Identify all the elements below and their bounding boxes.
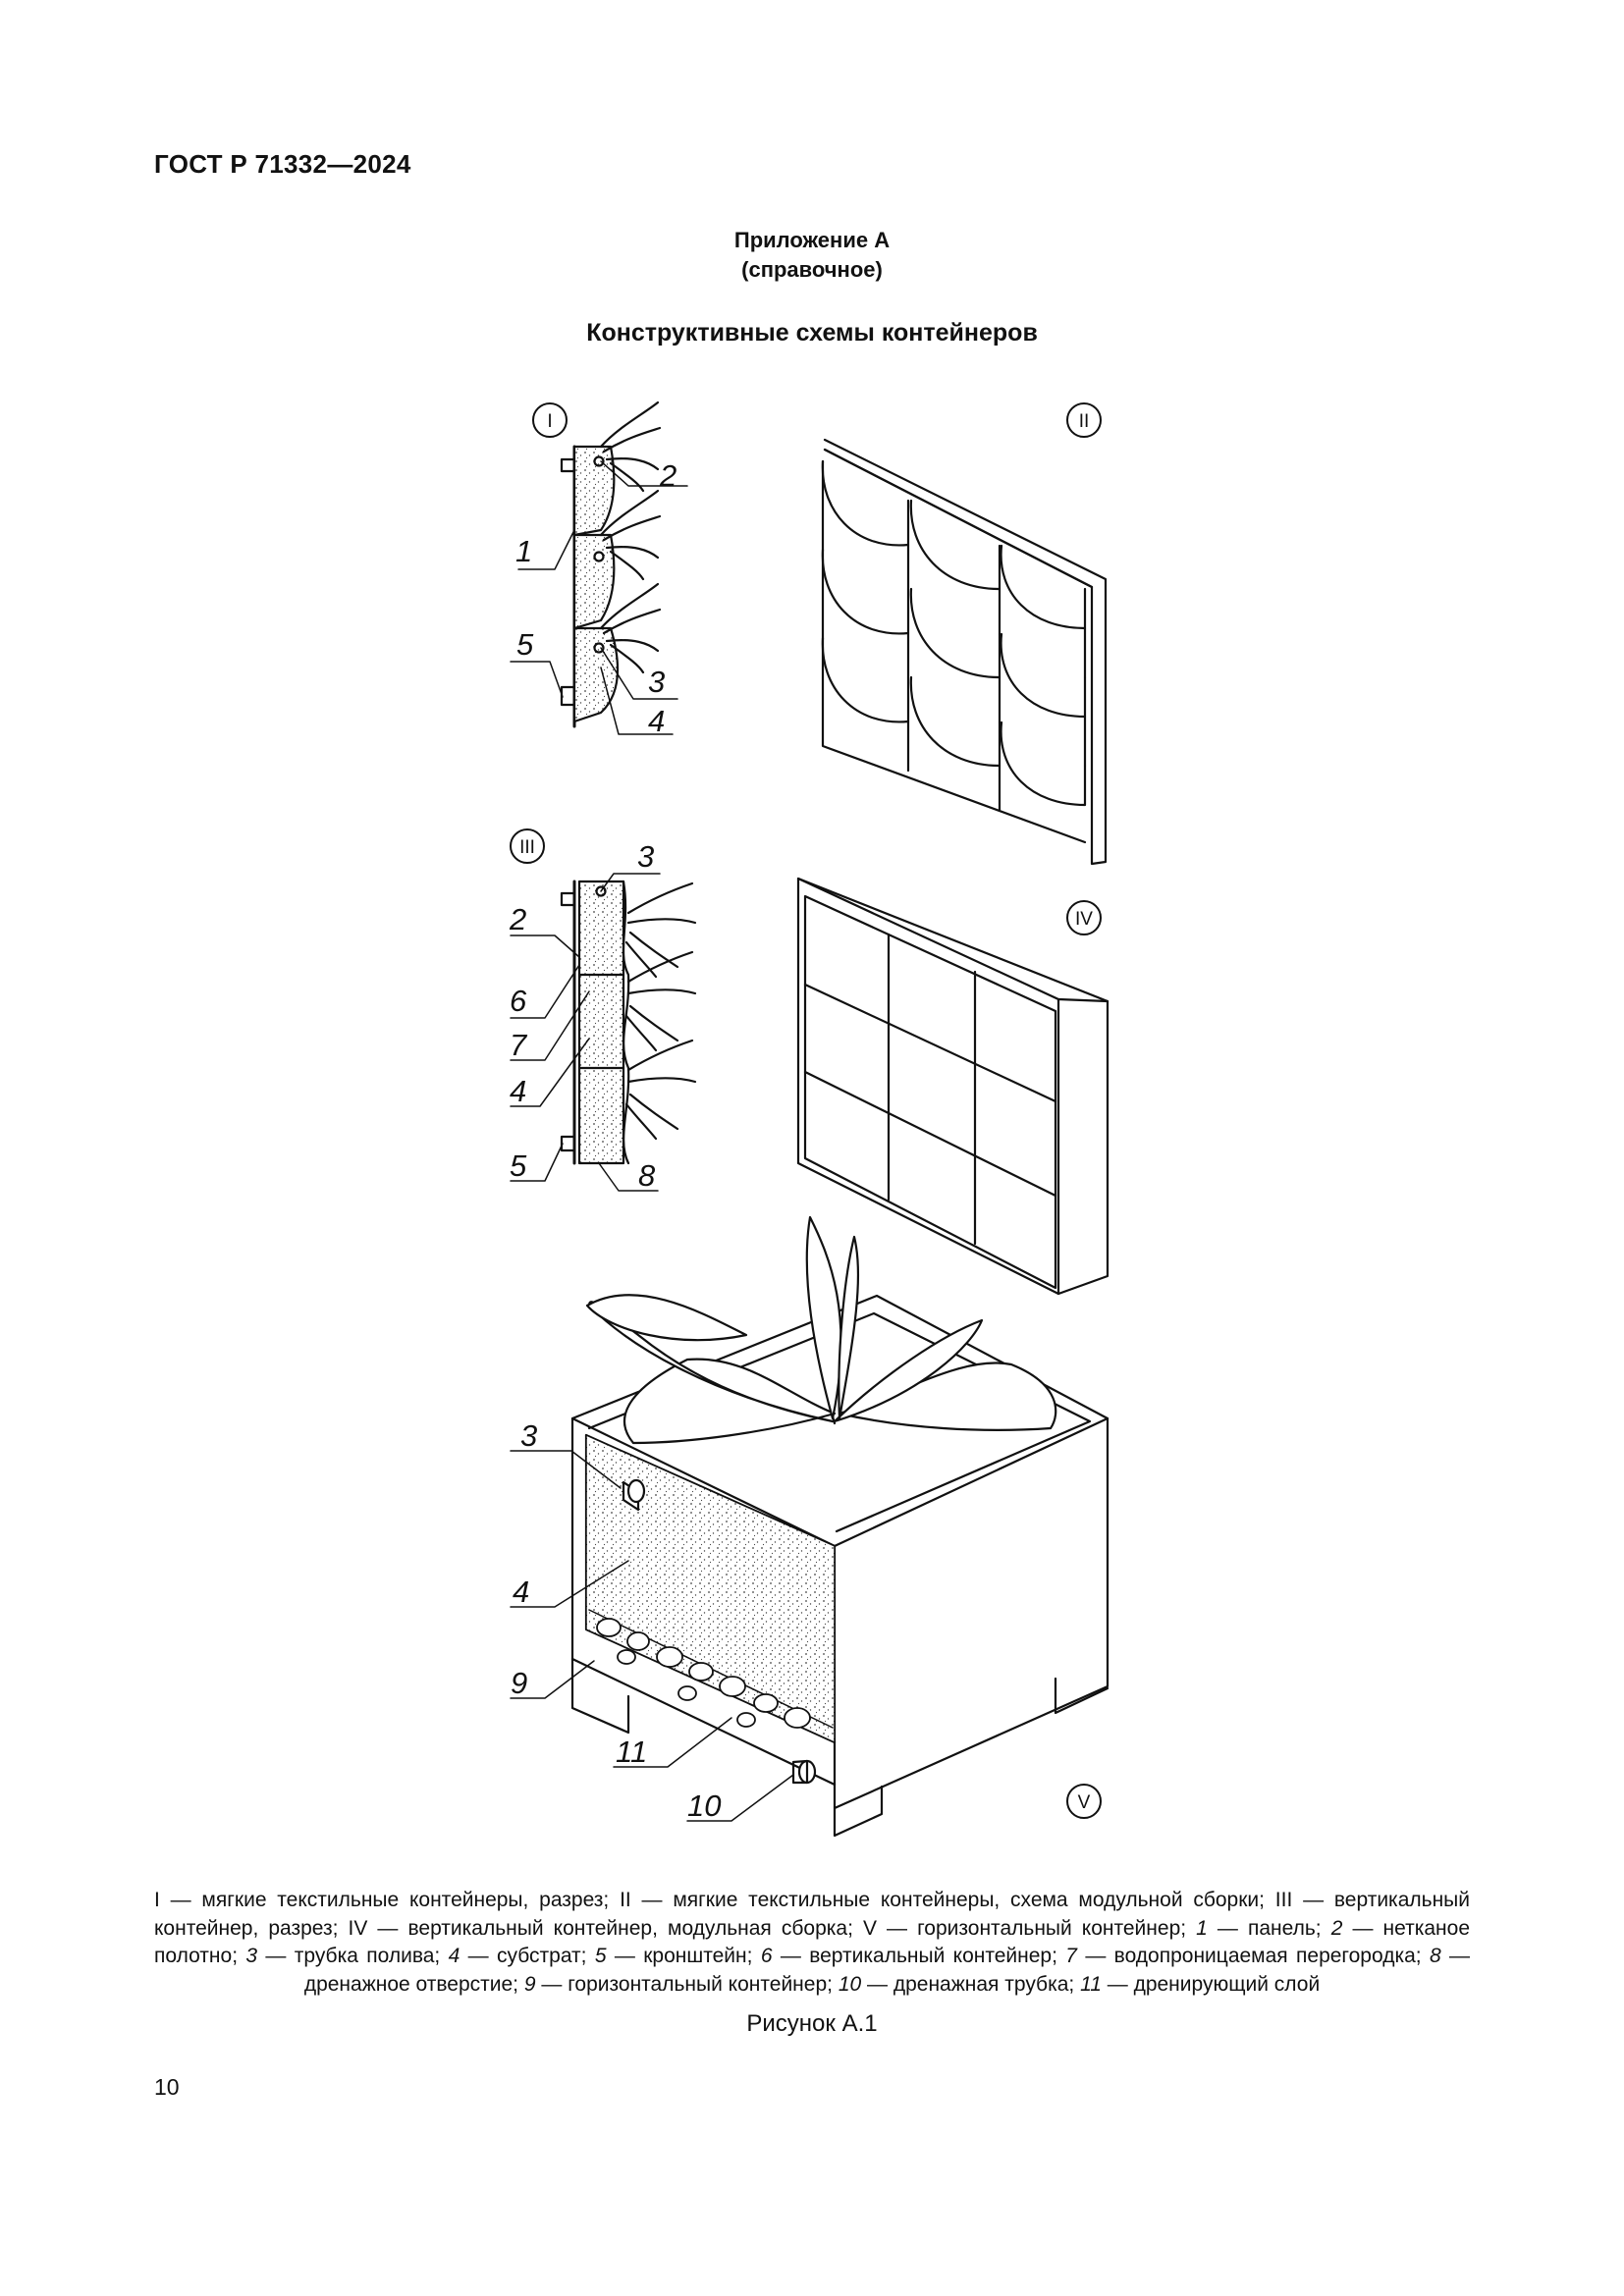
callout-4-view-i: 4 [648, 704, 666, 738]
document-header: ГОСТ Р 71332—2024 [154, 149, 411, 179]
callout-3-view-v: 3 [520, 1418, 538, 1453]
callout-6: 6 [510, 984, 527, 1018]
view-ii-modular-textile [823, 403, 1106, 864]
callout-3-view-iii: 3 [637, 839, 655, 874]
pocket-grid [823, 461, 1085, 842]
svg-text:V: V [1077, 1792, 1091, 1813]
caption-segment: — нетканое полотно; [154, 1916, 1470, 1967]
figure-title: Конструктивные схемы контейнеров [586, 319, 1038, 347]
view-v-horizontal-container [572, 1217, 1108, 1836]
callout-5-view-i: 5 [516, 627, 534, 662]
caption-segment: — водопроницаемая перегородка; [1076, 1945, 1430, 1967]
view-iii-vertical-section [511, 829, 695, 1163]
appendix-title: Приложение А [733, 228, 891, 252]
caption-segment: 3 [245, 1945, 258, 1967]
callout-11: 11 [616, 1735, 648, 1769]
callout-4-view-v: 4 [513, 1575, 530, 1609]
svg-text:I: I [547, 411, 553, 432]
caption-segment: 4 [448, 1945, 460, 1967]
svg-text:IV: IV [1075, 909, 1093, 930]
caption-segment: — субстрат; [460, 1945, 595, 1967]
caption-segment: — панель; [1207, 1916, 1331, 1940]
svg-text:II: II [1078, 411, 1090, 432]
caption-segment: — дренажное отверстие; [303, 1945, 1471, 1996]
callout-2-view-iii: 2 [510, 902, 527, 936]
callout-9: 9 [511, 1666, 528, 1700]
caption-segment: 9 [523, 1972, 536, 1996]
figure-label: Рисунок А.1 [746, 2010, 878, 2037]
caption-segment: — дренажная трубка; [861, 1972, 1081, 1996]
callout-8: 8 [638, 1158, 656, 1193]
caption-segment: 6 [760, 1945, 773, 1967]
caption-segment: 10 [838, 1972, 862, 1996]
callout-7: 7 [510, 1028, 527, 1062]
caption-segment: 1 [1196, 1916, 1208, 1940]
callout-1: 1 [515, 534, 533, 568]
callout-10: 10 [687, 1789, 722, 1823]
caption-segment: — вертикальный контейнер; [772, 1945, 1066, 1967]
page-number: 10 [154, 2074, 180, 2100]
caption-segment: 8 [1429, 1945, 1441, 1967]
caption-segment: — горизонтальный контейнер; [535, 1972, 839, 1996]
callout-2-view-i: 2 [660, 458, 677, 493]
svg-text:III: III [519, 837, 535, 858]
view-iv-modular-vertical [798, 879, 1108, 1294]
figure-caption [154, 1887, 1470, 1999]
caption-segment: I — мягкие текстильные контейнеры, разрез; II — мягкие текстильные контейнеры, схема модульной сборки; III — вертикальный контейнер, разрез; IV — вертикальный контейнер, модульная сборка; V — горизонтальный контейнер; [154, 1889, 1470, 1940]
caption-segment: 5 [594, 1945, 607, 1967]
caption-segment: 11 [1080, 1972, 1102, 1996]
callout-4-view-iii: 4 [510, 1074, 527, 1108]
view-i-textile-section [533, 402, 660, 726]
caption-segment: — дренирующий слой [1101, 1972, 1321, 1996]
caption-segment: 7 [1065, 1945, 1077, 1967]
callout-5-view-iii: 5 [510, 1148, 527, 1183]
caption-segment: 2 [1330, 1916, 1343, 1940]
callout-3-view-i: 3 [648, 665, 666, 699]
caption-segment: — трубка полива; [257, 1945, 449, 1967]
caption-segment: — кронштейн; [606, 1945, 761, 1967]
appendix-status: (справочное) [741, 257, 883, 282]
